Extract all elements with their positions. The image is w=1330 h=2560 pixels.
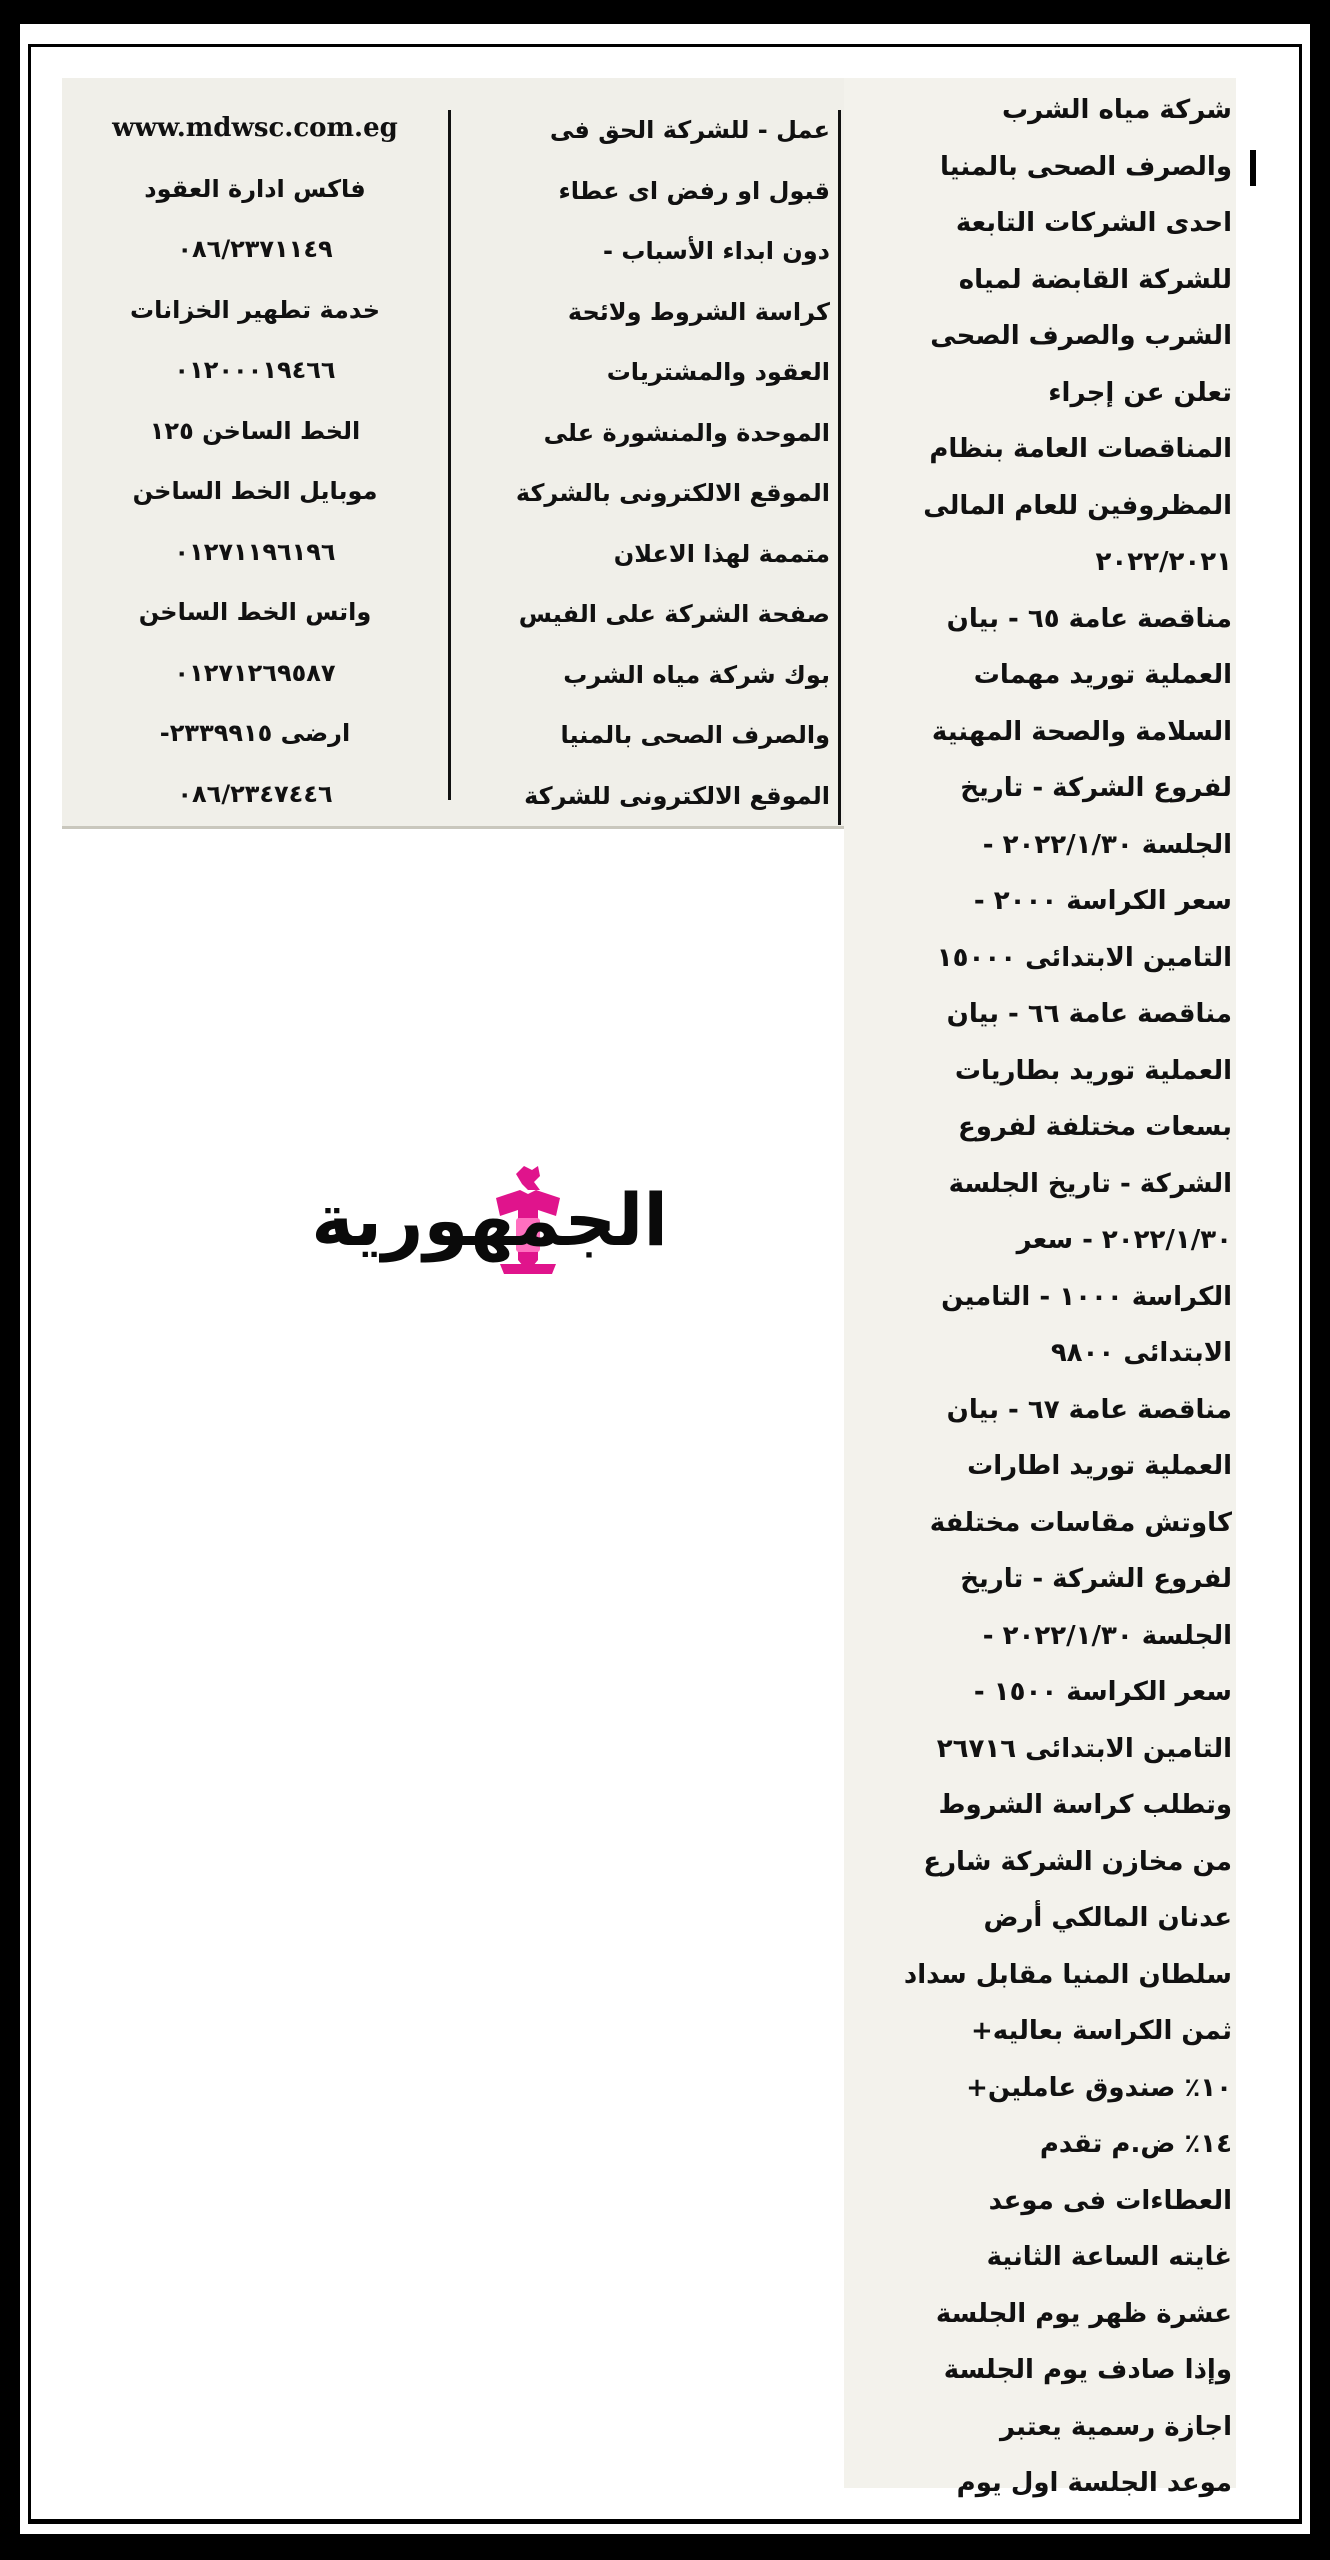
- contact-line: فاكس ادارة العقود: [144, 174, 366, 203]
- contact-line: موبايل الخط الساخن: [132, 477, 378, 505]
- ad-line: المناقصات العامة بنظام: [929, 434, 1232, 464]
- ad-line: للشركة القابضة لمياه: [958, 264, 1232, 295]
- contact-line: ٠١٢٧١١٩٦١٩٦: [174, 537, 336, 566]
- ad-line: مناقصة عامة ٦٧ - بيان: [946, 1394, 1232, 1425]
- ad-line: وإذا صادف يوم الجلسة: [943, 2355, 1232, 2385]
- contact-line: الخط الساخن ١٢٥: [149, 416, 361, 445]
- ad-line: العملية توريد مهمات: [973, 660, 1232, 690]
- ad-line: العطاءات فى موعد: [988, 2185, 1232, 2216]
- ad-line: الشرب والصرف الصحى: [930, 321, 1232, 351]
- ad-line: الشركة - تاريخ الجلسة: [948, 1168, 1232, 1199]
- column-divider: [838, 110, 841, 825]
- ad-line: وتطلب كراسة الشروط: [938, 1790, 1232, 1820]
- ad-line: بوك شركة مياه الشرب: [563, 660, 830, 689]
- ad-line: الكراسة ١٠٠٠ - التامين: [941, 1281, 1232, 1312]
- ad-line: لفروع الشركة - تاريخ: [960, 773, 1232, 803]
- ad-line: الجلسة ٢٠٢٢/١/٣٠ -: [982, 829, 1232, 860]
- ad-line: المظروفين للعام المالى: [923, 490, 1232, 521]
- website-url: www.mdwsc.com.eg: [112, 113, 398, 143]
- ad-line: الابتدائى ٩٨٠٠: [1050, 1338, 1232, 1368]
- contact-line: واتس الخط الساخن: [138, 598, 372, 626]
- ad-line: ثمن الكراسة بعاليه+: [970, 2016, 1232, 2046]
- ad-line: السلامة والصحة المهنية: [931, 716, 1232, 747]
- ad-line: مناقصة عامة ٦٦ - بيان: [946, 999, 1232, 1029]
- column-divider: [448, 110, 451, 800]
- ad-column-left: [76, 98, 434, 824]
- ad-line: دون ابداء الأسباب -: [603, 237, 830, 265]
- ad-line: العقود والمشتريات: [606, 358, 830, 386]
- margin-tick-mark: [1250, 150, 1256, 186]
- ad-line: اجازة رسمية يعتبر: [999, 2411, 1232, 2442]
- ad-line: ١٠٪ صندوق عاملين+: [966, 2072, 1232, 2103]
- contact-line: ٠٨٦/٢٣٧١١٤٩: [177, 235, 333, 263]
- newspaper-logo-watermark: [311, 1160, 668, 1290]
- ad-line: ١٤٪ ض.م تقدم: [1039, 2129, 1232, 2159]
- ad-line: التامين الابتدائى ٢٦٧١٦: [936, 1733, 1232, 1764]
- ad-line: شركة مياه الشرب: [1002, 95, 1232, 125]
- ad-line: سعر الكراسة ٢٠٠٠ -: [973, 886, 1232, 916]
- ad-line: سعر الكراسة ١٥٠٠ -: [973, 1677, 1232, 1707]
- contact-line: ٠١٢٧١٢٦٩٥٨٧: [174, 658, 336, 687]
- ad-line: تعلن عن إجراء: [1048, 377, 1232, 408]
- ad-line: قبول او رفض اى عطاء: [558, 176, 830, 205]
- ad-line: متممة لهذا الاعلان: [613, 539, 830, 568]
- contact-line: ارضى ٢٣٣٩٩١٥-: [159, 719, 351, 747]
- ad-line: الموحدة والمنشورة على: [543, 418, 830, 447]
- ad-line: بسعات مختلفة لفروع: [957, 1112, 1232, 1142]
- contact-line: خدمة تطهير الخزانات: [129, 295, 381, 324]
- contact-line: ٠٨٦/٢٣٤٧٤٤٦: [177, 779, 333, 808]
- ad-line: الموقع الالكترونى للشركة: [524, 781, 830, 810]
- ad-line: احدى الشركات التابعة: [955, 208, 1232, 238]
- ad-line: ٢٠٢٢/٢٠٢١: [1095, 547, 1232, 577]
- contact-line: ٠١٢٠٠٠١٩٤٦٦: [174, 356, 336, 384]
- ad-line: صفحة الشركة على الفيس: [518, 600, 830, 628]
- ad-line: التامين الابتدائى ١٥٠٠٠: [936, 942, 1232, 973]
- ad-line: من مخازن الشركة شارع: [923, 1846, 1232, 1877]
- ad-line: لفروع الشركة - تاريخ: [960, 1564, 1232, 1594]
- ad-line: كاوتش مقاسات مختلفة: [929, 1507, 1232, 1538]
- ad-line: العملية توريد بطاريات: [954, 1055, 1232, 1086]
- ad-line: والصرف الصحى بالمنيا: [940, 151, 1232, 182]
- ad-line: غايته الساعة الثانية: [986, 2242, 1232, 2272]
- ad-line: العملية توريد اطارات: [967, 1451, 1232, 1481]
- ad-line: سلطان المنيا مقابل سداد: [903, 1959, 1232, 1990]
- ad-line: كراسة الشروط ولائحة: [567, 297, 830, 326]
- ad-column-right: [852, 82, 1232, 2512]
- ad-line: عشرة ظهر يوم الجلسة: [935, 2298, 1232, 2329]
- ad-line: موعد الجلسة اول يوم: [956, 2468, 1232, 2498]
- ad-line: عمل - للشركة الحق فى: [549, 116, 830, 144]
- ad-line: عدنان المالكي أرض: [983, 1903, 1232, 1933]
- ad-line: الموقع الالكترونى بالشركة: [515, 479, 830, 507]
- ad-line: ٢٠٢٢/١/٣٠ - سعر: [1016, 1225, 1232, 1255]
- ad-line: الجلسة ٢٠٢٢/١/٣٠ -: [982, 1620, 1232, 1651]
- ad-column-middle: [460, 100, 830, 826]
- ad-line: والصرف الصحى بالمنيا: [560, 721, 830, 749]
- logo-wordmark: الجمهورية: [311, 1178, 668, 1262]
- ad-line: مناقصة عامة ٦٥ - بيان: [946, 603, 1232, 634]
